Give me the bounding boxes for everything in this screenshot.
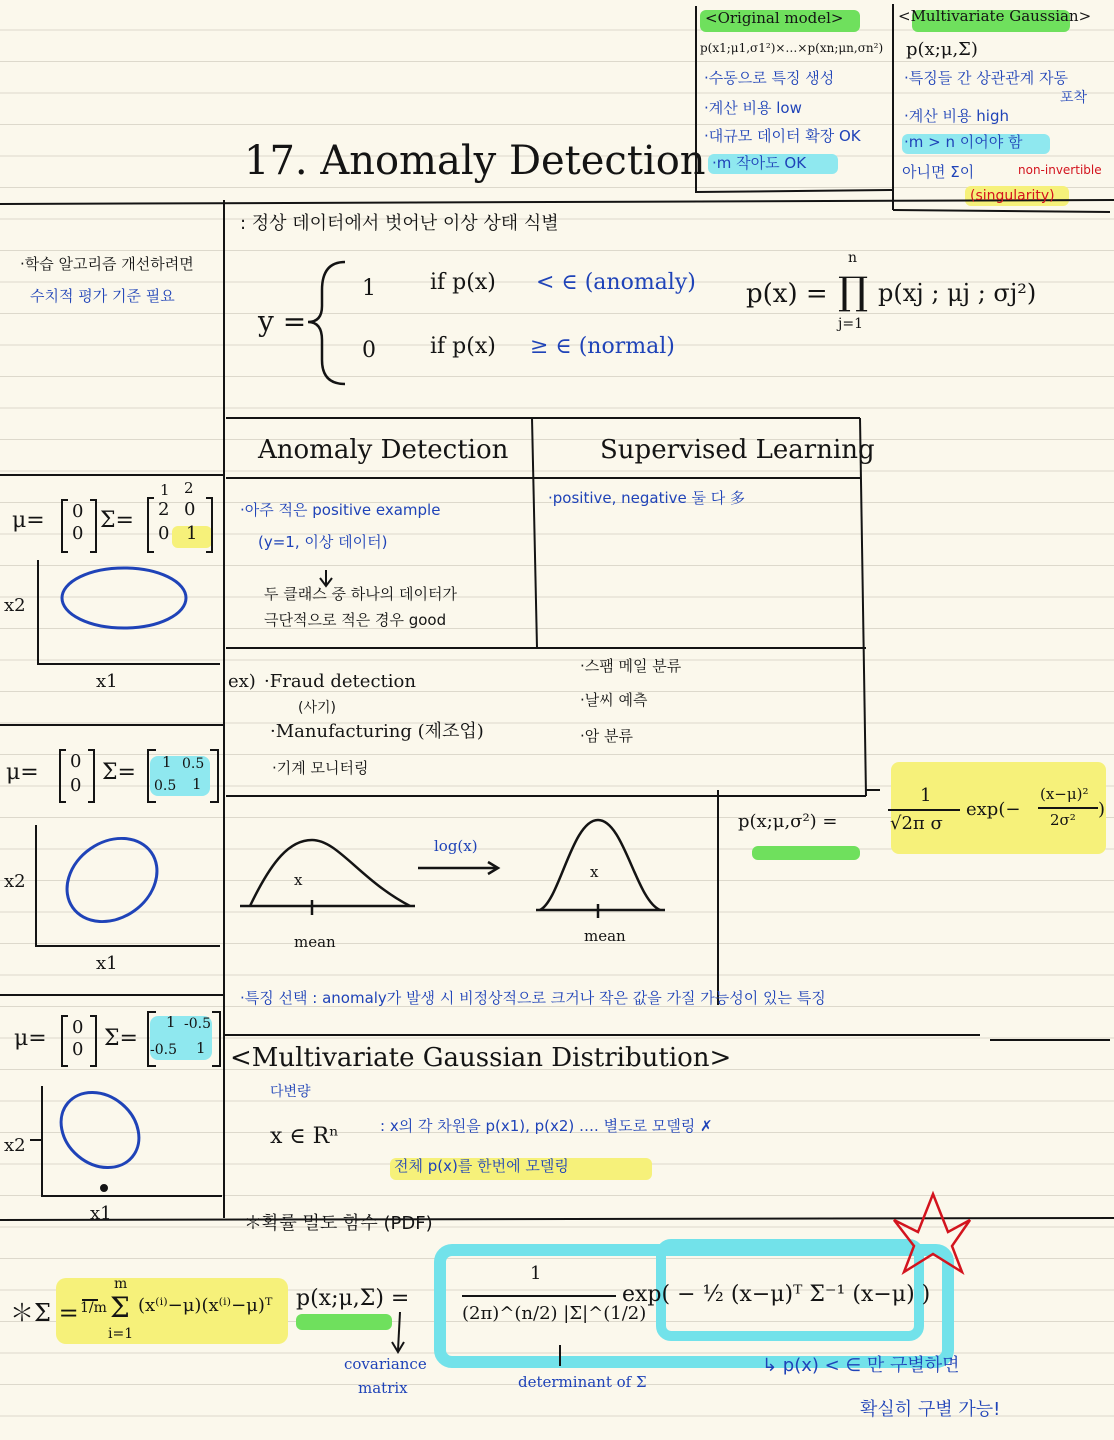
plot2-mu: μ=	[6, 760, 39, 785]
normal-curve	[540, 820, 660, 910]
ad-line-5: 극단적으로 적은 경우 good	[264, 611, 447, 629]
curve2-mean: mean	[584, 927, 626, 945]
page-title: 17. Anomaly Detection	[244, 138, 706, 184]
multi-note-prefix: 아니면 Σ이	[902, 163, 975, 181]
plot1-s01: 0	[184, 499, 196, 520]
multi-note-red: non-invertible	[1018, 163, 1102, 177]
plot3-x1: x1	[90, 1203, 112, 1224]
pdf-exp: exp( − ½ (x−μ)ᵀ Σ⁻¹ (x−μ) )	[622, 1282, 931, 1307]
product-top: n	[848, 250, 858, 266]
ex-item-1: ·Fraud detection	[264, 671, 416, 692]
ad-line-4: 두 클래스 중 하나의 데이터가	[264, 585, 457, 603]
gaussian-frac-top: (x−μ)²	[1040, 785, 1089, 803]
plot3-s10: -0.5	[150, 1042, 177, 1058]
ex-item-3: ·Manufacturing (제조업)	[270, 721, 484, 742]
cov-label-2: matrix	[358, 1379, 408, 1397]
curve2-x: x	[590, 863, 599, 881]
gaussian-exp: exp(−	[966, 799, 1021, 820]
plot1-sigma: Σ=	[100, 508, 134, 533]
multivariate-formula: p(x;μ,Σ)	[906, 39, 978, 60]
table-header-ad: Anomaly Detection	[258, 435, 509, 465]
plot2-s11: 1	[192, 775, 202, 793]
plot1-s00: 2	[158, 499, 170, 520]
original-item-1: ·수동으로 특징 생성	[704, 69, 835, 87]
ex-item-2: (사기)	[298, 700, 336, 716]
plot1-mu-1: 0	[72, 523, 84, 544]
sigma-body: (x⁽ⁱ⁾−μ)(x⁽ⁱ⁾−μ)ᵀ	[138, 1295, 273, 1316]
case1-value: 1	[362, 276, 376, 301]
plot3-s01: -0.5	[184, 1016, 211, 1032]
sl-line-1: ·positive, negative 둘 다 多	[548, 489, 746, 507]
plot3-x2: x2	[4, 1135, 26, 1156]
mvg-x-in: x ∈ Rⁿ	[270, 1124, 339, 1149]
case1-condition: if p(x)	[430, 270, 496, 295]
plot1-x2: x2	[4, 595, 26, 616]
multi-item-3: ·m > n 이어야 함	[904, 133, 1023, 151]
multi-item-1: ·특징들 간 상관관계 자동	[904, 69, 1068, 87]
original-model-header: <Original model>	[705, 9, 844, 27]
ad-line-2: (y=1, 이상 데이터)	[258, 533, 388, 551]
plot2-x1: x1	[96, 953, 118, 974]
plot1-x1: x1	[96, 671, 118, 692]
gaussian-frac-bot: 2σ²	[1050, 811, 1076, 829]
product-op: ∏	[838, 269, 869, 313]
plot1-mark-2: 2	[184, 479, 194, 497]
plot1-s10: 0	[158, 523, 170, 544]
mvg-title: <Multivariate Gaussian Distribution>	[230, 1043, 732, 1073]
pdf-denom: (2π)^(n/2) |Σ|^(1/2)	[462, 1303, 647, 1324]
case0-condition: if p(x)	[430, 334, 496, 359]
gaussian-close: )	[1098, 799, 1106, 820]
sigma-sum-bot: i=1	[108, 1326, 134, 1342]
original-item-4: ·m 작아도 OK	[712, 154, 807, 172]
pdf-lhs: p(x;μ,Σ) =	[296, 1286, 410, 1311]
ad-line-1: ·아주 적은 positive example	[240, 501, 441, 519]
curve1-mean: mean	[294, 933, 336, 951]
plot2-sigma: Σ=	[102, 760, 136, 785]
plot2-axes	[36, 825, 220, 946]
ex-item-4: ·기계 모니터링	[272, 759, 369, 777]
plot3-sigma: Σ=	[104, 1026, 138, 1051]
gaussian-denom: √2π σ	[890, 813, 943, 834]
piecewise-brace	[308, 262, 345, 384]
pdf-numer: 1	[530, 1263, 542, 1284]
plot2-s10: 0.5	[154, 778, 177, 794]
curve1-x: x	[294, 871, 303, 889]
original-item-2: ·계산 비용 low	[704, 99, 802, 117]
gaussian-lhs: p(x;μ,σ²) =	[738, 811, 838, 832]
plot3-mu-1: 0	[72, 1039, 84, 1060]
star-icon	[894, 1194, 970, 1272]
table-header-sl: Supervised Learning	[600, 435, 875, 465]
plot1-ellipse	[62, 568, 186, 628]
transform-label: log(x)	[434, 837, 478, 855]
original-model-formula: p(x1;μ1,σ1²)×…×p(xn;μn,σn²)	[700, 41, 884, 55]
left-note-line1: ·학습 알고리즘 개선하려면	[20, 255, 194, 273]
sigma-sum: Σ	[110, 1291, 130, 1324]
plot2-mu-1: 0	[70, 775, 82, 796]
case1-blue: < ∈ (anomaly)	[536, 270, 696, 295]
cov-label: covariance	[344, 1355, 427, 1373]
plot3-s00: 1	[166, 1013, 176, 1031]
product-bottom: j=1	[838, 316, 863, 332]
original-item-3: ·대규모 데이터 확장 OK	[704, 127, 861, 145]
product-lhs: p(x) =	[746, 279, 828, 309]
mvg-sub: 다변량	[270, 1084, 311, 1100]
sigma-prefix: ＊Σ =	[10, 1299, 79, 1327]
plot3-ellipse	[46, 1077, 154, 1183]
piecewise-y: y =	[258, 305, 307, 338]
plot2-mu-0: 0	[70, 751, 82, 772]
feature-selection: ·특징 선택 : anomaly가 발생 시 비정상적으로 크거나 작은 값을 가질 가능성이 있는 특징	[240, 989, 826, 1007]
bottom-section-rule	[0, 1218, 1114, 1220]
definition-text: : 정상 데이터에서 벗어난 이상 상태 식별	[240, 213, 559, 234]
multi-item-1b: 포착	[1060, 90, 1088, 106]
plot2-s00: 1	[162, 753, 172, 771]
plot1-mu: μ=	[12, 508, 45, 533]
det-label: determinant of Σ	[518, 1373, 647, 1391]
case0-value: 0	[362, 338, 376, 363]
plot1-s11: 1	[186, 523, 198, 544]
conclusion-1: ↳ p(x) < ∈ 만 구별하면	[762, 1355, 960, 1376]
left-note-line2: 수치적 평가 기준 필요	[30, 287, 175, 305]
gaussian-numer: 1	[920, 785, 932, 806]
sigma-frac: 1/m	[80, 1300, 107, 1316]
multivariate-header: <Multivariate Gaussian>	[898, 7, 1092, 25]
pdf-title: ＊확률 밀도 함수 (PDF)	[244, 1213, 433, 1234]
sl-item-3: ·암 분류	[580, 727, 634, 745]
plot3-mu: μ=	[14, 1026, 47, 1051]
ex-label: ex)	[228, 671, 256, 692]
pdf-lhs-highlight	[296, 1314, 392, 1330]
multi-note-red2: (singularity)	[970, 188, 1055, 204]
plot3-s11: 1	[196, 1039, 206, 1057]
multi-item-2: ·계산 비용 high	[904, 107, 1009, 125]
plot1-axes	[38, 560, 220, 664]
plot1-mu-0: 0	[72, 501, 84, 522]
mvg-explain-1: : x의 각 차원을 p(x1), p(x2) …. 별도로 모델링 ✗	[380, 1117, 713, 1135]
gaussian-lhs-highlight	[752, 846, 860, 860]
plot2-x2: x2	[4, 871, 26, 892]
plot2-s01: 0.5	[182, 756, 205, 772]
header-rule	[0, 200, 1114, 204]
sigma-sum-top: m	[114, 1276, 128, 1292]
sl-item-1: ·스팸 메일 분류	[580, 657, 682, 675]
mvg-explain-2: 전체 p(x)를 한번에 모델링	[394, 1157, 569, 1175]
plot3-mu-0: 0	[72, 1017, 84, 1038]
conclusion-2: 확실히 구별 가능!	[860, 1399, 1001, 1420]
product-rhs: p(xj ; μj ; σj²)	[878, 279, 1037, 307]
sl-item-2: ·날씨 예측	[580, 691, 648, 709]
skewed-curve	[250, 840, 410, 906]
case0-blue: ≥ ∈ (normal)	[530, 334, 675, 359]
plot1-mark-1: 1	[160, 481, 170, 499]
